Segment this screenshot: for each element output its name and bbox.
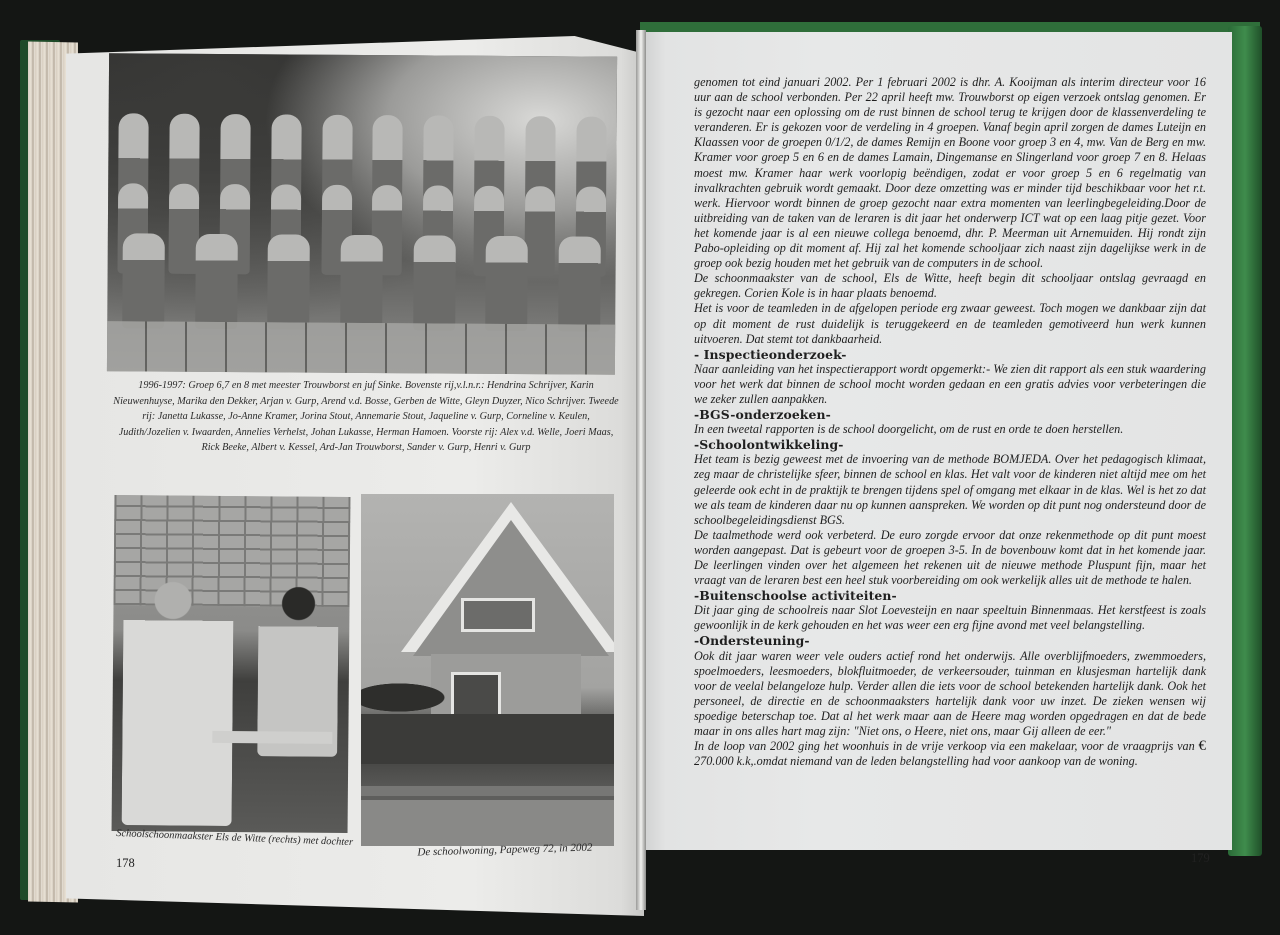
class-photo-caption: 1996-1997: Groep 6,7 en 8 met meester Trouwborst en juf Sinke. Bovenste rij,v.l.n.r.: Hendrina Schrijver, Karin Nieuwenhuyse, Marika den Dekker, Arjan v. Gurp, Arend v.d. Bosse, Gerben de Witte, Gleyn Duyzer, Nico Schrijver. Tweede rij: Janetta Lukasse, Jo-Anne Kramer, Jorina Stout, Annemarie Stout, Jaqueline v. Gurp, Corneline v. Keulen, Judith/Jozelien v. Iwaarden, Annelies Verhelst, Johan Lukasse, Herman Hamoen. Voorste rij: Alex v.d. Welle, Joeri Maas, Rick Beeke, Albert v. Kessel, Ard-Jan Trouwborst, Sander v. Gurp, Henri v. Gurp	[113, 380, 619, 453]
section-heading-schoolontwikkeling: -Schoolontwikkeling-	[694, 437, 844, 453]
photo-row-front	[107, 233, 616, 332]
book-cover-right	[1228, 26, 1262, 856]
house-photo	[361, 494, 614, 846]
section-heading-ondersteuning: -Ondersteuning-	[694, 633, 810, 649]
paragraph: Ook dit jaar waren weer vele ouders actief rond het onderwijs. Alle overblijfmoeders, zwemmoeders, spoelmoeders, leesmoeders, blokfluitmoeder, de verkeersouder, tuinman en klusjesman hartelijk dank voor de veelal belangeloze hulp. Verder allen die iets voor de school betekenden hartelijk dank. Ook het personeel, de directie en de schoonmaaksters hartelijk dank voor uw inzet. De zieken wensen wij spoedige beterschap toe. Dat al het werk maar aan de Heere mag worden opgedragen en dat de bede maar in ons alles hart mag zijn: "Niet ons, o Heere, niet ons, maar Gij alleen de eer."	[694, 648, 1206, 739]
photo-person-left	[122, 575, 234, 826]
cleaning-photo	[112, 495, 351, 833]
paragraph: De taalmethode werd ook verbeterd. De euro zorgde ervoor dat onze rekenmethode op dit punt moest worden aangepast. Dat is gebeurt voor de groepen 3-5. In de bovenbouw komt dat in het komende jaar. De leerlingen vinden over het algemeen het rekenen uit de nieuwe methode Pluspunt fijn, maar het vraagt van de leraren best een heel stuk voorbereiding om ook werkelijk alles uit de methode te halen.	[694, 527, 1206, 588]
house-photo-caption: De schoolwoning, Papeweg 72, in 2002	[417, 841, 593, 859]
paragraph: In een tweetal rapporten is de school doorgelicht, om de rust en orde te doen herstellen.	[694, 422, 1124, 437]
section-heading-inspectie: - Inspectieonderzoek-	[694, 346, 847, 362]
book-cover-top	[640, 22, 1260, 32]
sale-price-text: 270.000 k.k,.omdat niemand van de leden belangstelling had voor aankoop van de woning.	[694, 754, 1138, 769]
photo-pavement	[107, 321, 615, 375]
section-heading-buitenschoolse: -Buitenschoolse activiteiten-	[694, 588, 897, 604]
right-page-body	[694, 75, 1206, 769]
book-gutter	[636, 30, 646, 910]
paragraph-sale	[694, 739, 1206, 769]
paragraph: Het is voor de teamleden in de afgelopen periode erg zwaar geweest. Toch mogen we dankbaar zijn dat op dit moment de rust duidelijk is teruggekeerd en de teamleden gemotiveerd hun werk kunnen uitvoeren. Dat stemt tot dankbaarheid.	[694, 301, 1206, 346]
photo-gable	[413, 520, 609, 656]
euro-symbol: €	[1198, 738, 1206, 755]
paragraph: De schoonmaakster van de school, Els de Witte, heeft begin dit schooljaar ontslag gevraagd en gekregen. Corien Kole is in haar plaats benoemd.	[694, 271, 1206, 301]
page-number-left: 178	[116, 856, 135, 870]
paragraph: Naar aanleiding van het inspectierapport wordt opgemerkt:- We zien dit rapport als een stuk waardering voor het werk dat binnen de school mocht worden gedaan en een gratis advies voor verbeteringen die we zeker zullen aanpakken.	[694, 361, 1206, 406]
photo-road	[361, 786, 614, 846]
sale-text: In de loop van 2002 ging het woonhuis in de vrije verkoop via een makelaar, voor de vraagprijs van	[694, 739, 1199, 754]
class-photo	[107, 53, 617, 375]
photo-window-top	[461, 598, 535, 632]
photo-table	[212, 731, 332, 744]
section-heading-bgs: -BGS-onderzoeken-	[694, 407, 831, 423]
page-number-right: 179	[1191, 851, 1210, 865]
paragraph: Dit jaar ging de schoolreis naar Slot Loevesteijn en naar speeltuin Binnenmaas. Het kerstfeest is zoals gewoonlijk in de kerk gehouden en het was weer een erg fijne avond met veel belangstelling.	[694, 603, 1206, 633]
paragraph: Het team is bezig geweest met de invoering van de methode BOMJEDA. Over het pedagogisch klimaat, zeg maar de christelijke sfeer, binnen de school en klas. Het valt voor de kinderen niet altijd mee om het geleerde ook echt in de praktijk te brengen tijdens spel of omgang met elkaar in de klas. Wel is het zo dat we als team de kinderen daar nu op kunnen aanspreken. We worden op dit punt nog ondersteund door de schoolbegeleidingsdienst BGS.	[694, 452, 1206, 527]
cleaning-photo-caption: Schoolschoonmaakster Els de Witte (rechts) met dochter	[115, 828, 354, 849]
photo-hedge	[361, 669, 614, 764]
paragraph: genomen tot eind januari 2002. Per 1 februari 2002 is dhr. A. Kooijman als interim directeur voor 16 uur aan de school verbonden. Per 22 april heeft mw. Trouwborst op eigen verzoek ontslag genomen. Er is gezocht naar een oplossing om de rust binnen de school terug te krijgen door de klassenverdeling te veranderen. Er is gekozen voor de verdeling in 4 groepen. Vanaf begin april zorgen de dames Luteijn en Klaassen voor de groepen 0/1/2, de dames Remijn en Boone voor groep 3 en 4, mw. Van de Berg en mw. Kramer voor groep 5 en 6 en de dames Lamain, Dingemanse en Slingerland voor groep 7 en 8. Helaas moest mw. Kramer haar werk voorlopig beëndigen, zodat er voor groep 5 en 6 regelmatig van invalkrachten gebruik wordt gemaakt. Door deze omzetting was er minder tijd beschikbaar voor het r.t. werk. Hiervoor wordt binnen de groep gezocht naar extra momenten van leerlingbegeleiding.Door de uitbreiding van de taken van de leraren is dit jaar het onderwerp ICT wat op een laag pitje gezet. Voor het komende jaar is al een nieuwe collega benoemd, dhr. P. Meerman uit Arnemuiden. Hij rondt zijn Pabo-opleiding op dit moment af. Hij zal het komende schooljaar zich naast zijn dagelijkse werk in de groep ook bezig houden met het gebruik van de computers in de school.	[694, 75, 1206, 271]
